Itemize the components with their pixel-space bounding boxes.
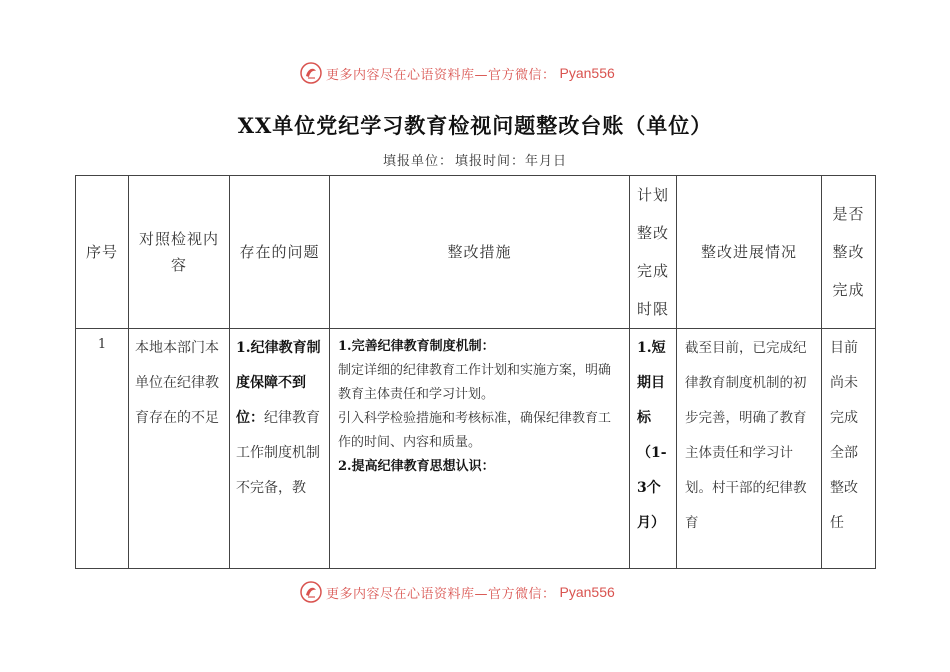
cell-check-content: 本地本部门本单位在纪律教育存在的不足 (129, 329, 230, 569)
header-deadline: 计划整改完成时限 (630, 176, 677, 329)
problem-title: 1.纪律教育制度保障不到位： (236, 340, 321, 426)
cell-deadline: 1.短期目标（1-3个月） (630, 329, 677, 569)
measure-1-text-a: 制定详细的纪律教育工作计划和实施方案，明确教育主体责任和学习计划。 (338, 363, 612, 402)
watermark-bottom (300, 580, 615, 604)
rectification-ledger-table (75, 175, 876, 569)
header-measures: 整改措施 (330, 176, 630, 329)
document-title: XX单位党纪学习教育检视问题整改台账（单位） (237, 113, 713, 138)
measure-1-text-b: 引入科学检验措施和考核标准，确保纪律教育工作的时间、内容和质量。 (338, 411, 612, 450)
watermark-text: 更多内容尽在心语资料库—官方微信： (326, 586, 556, 602)
cell-problem (230, 329, 330, 569)
watermark-wechat-id: Pyan556 (559, 584, 615, 600)
table-row (76, 329, 876, 569)
header-no: 序号 (76, 176, 129, 329)
header-completed: 是否整改完成 (822, 176, 876, 329)
fill-unit-label: 填报单位： (382, 154, 453, 169)
header-problem: 存在的问题 (230, 176, 330, 329)
watermark-text: 更多内容尽在心语资料库—官方微信： (326, 67, 556, 83)
brand-logo-icon (300, 62, 322, 84)
header-check-content: 对照检视内容 (129, 176, 230, 329)
fill-time-label: 填报时间：年月日 (455, 154, 568, 169)
measure-1-title: 1.完善纪律教育制度机制： (338, 339, 495, 354)
cell-no: 1 (76, 329, 129, 569)
watermark-top (300, 61, 615, 85)
header-progress: 整改进展情况 (677, 176, 822, 329)
table-header-row (76, 176, 876, 329)
cell-measures (330, 329, 630, 569)
cell-completed: 目前尚未完成全部整改任 (822, 329, 876, 569)
brand-logo-icon (300, 581, 322, 603)
cell-progress: 截至目前，已完成纪律教育制度机制的初步完善，明确了教育主体责任和学习计划。村干部的纪律教育 (677, 329, 822, 569)
document-subtitle (0, 150, 950, 169)
watermark-wechat-id: Pyan556 (559, 65, 615, 81)
problem-text: 纪律教育工作制度机制不完备，教 (236, 410, 320, 496)
measure-2-title: 2.提高纪律教育思想认识： (338, 459, 495, 474)
